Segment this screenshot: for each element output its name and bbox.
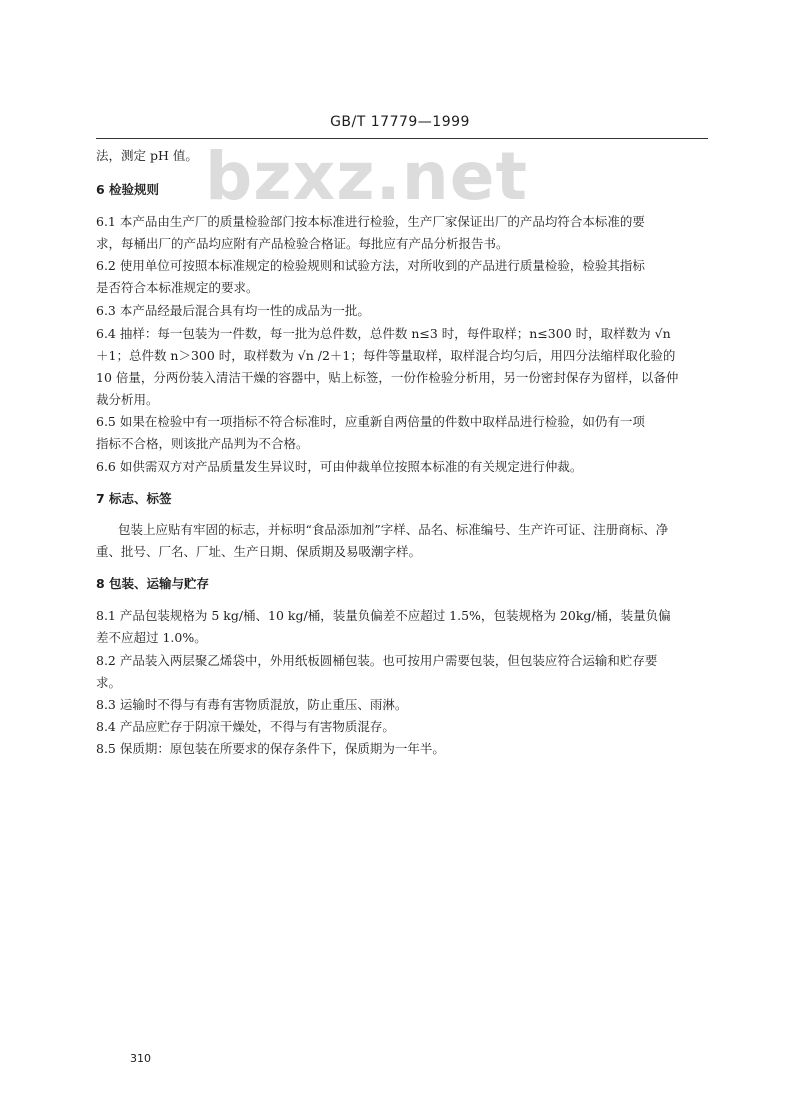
section-heading: 6 检验规则 <box>96 182 160 197</box>
text-line: 6.2 使用单位可按照本标准规定的检验规则和试验方法，对所收到的产品进行质量检验，检验其指标 <box>96 258 645 273</box>
text-line: 求，每桶出厂的产品均应附有产品检验合格证。每批应有产品分析报告书。 <box>96 236 509 251</box>
section-heading: 7 标志、标签 <box>96 491 172 506</box>
text-line: 裁分析用。 <box>96 392 159 407</box>
text-line: 6.3 本产品经最后混合具有均一性的成品为一批。 <box>96 303 370 318</box>
page-number: 310 <box>130 1052 151 1065</box>
text-line: 是否符合本标准规定的要求。 <box>96 280 259 295</box>
text-line: 10 倍量，分两份装入清洁干燥的容器中，贴上标签，一份作检验分析用，另一份密封保存为留样，以备仲 <box>96 370 679 385</box>
text-line: ＋1；总件数 n＞300 时，取样数为 √n /2＋1；每件等量取样，取样混合均匀后，用四分法缩样取化验的 <box>96 348 676 363</box>
text-line: 8.1 产品包装规格为 5 kg/桶、10 kg/桶，装量负偏差不应超过 1.5%，包装规格为 20kg/桶，装量负偏 <box>96 608 671 623</box>
watermark: bzxz.net <box>205 138 529 215</box>
text-line: 8.3 运输时不得与有毒有害物质混放，防止重压、雨淋。 <box>96 697 408 712</box>
text-line: 指标不合格，则该批产品判为不合格。 <box>96 436 309 451</box>
header-rule <box>96 138 708 139</box>
text-line: 包装上应贴有牢固的标志，并标明“食品添加剂”字样、品名、标准编号、生产许可证、注册商标、净 <box>118 522 669 537</box>
text-line: 6.5 如果在检验中有一项指标不符合标准时，应重新自两倍量的件数中取样品进行检验，如仍有一项 <box>96 414 645 429</box>
text-line: 6.6 如供需双方对产品质量发生异议时，可由仲裁单位按照本标准的有关规定进行仲裁。 <box>96 459 583 474</box>
text-line: 8.5 保质期：原包装在所要求的保存条件下，保质期为一年半。 <box>96 741 445 756</box>
text-line: 法，测定 pH 值。 <box>96 148 198 163</box>
text-line: 6.4 抽样：每一包装为一件数，每一批为总件数，总件数 n≤3 时，每件取样；n≤300 时，取样数为 √n <box>96 326 671 341</box>
text-line: 差不应超过 1.0%。 <box>96 630 207 645</box>
text-line: 8.2 产品装入两层聚乙烯袋中，外用纸板圆桶包装。也可按用户需要包装，但包装应符合运输和贮存要 <box>96 653 658 668</box>
section-heading: 8 包装、运输与贮存 <box>96 576 210 591</box>
text-line: 8.4 产品应贮存于阴凉干燥处，不得与有害物质混存。 <box>96 719 395 734</box>
text-line: 求。 <box>96 675 122 690</box>
text-line: 重、批号、厂名、厂址、生产日期、保质期及易吸潮字样。 <box>96 544 422 559</box>
text-line: 6.1 本产品由生产厂的质量检验部门按本标准进行检验，生产厂家保证出厂的产品均符合本标准的要 <box>96 214 645 229</box>
page-header: GB/T 17779—1999 <box>330 114 470 130</box>
